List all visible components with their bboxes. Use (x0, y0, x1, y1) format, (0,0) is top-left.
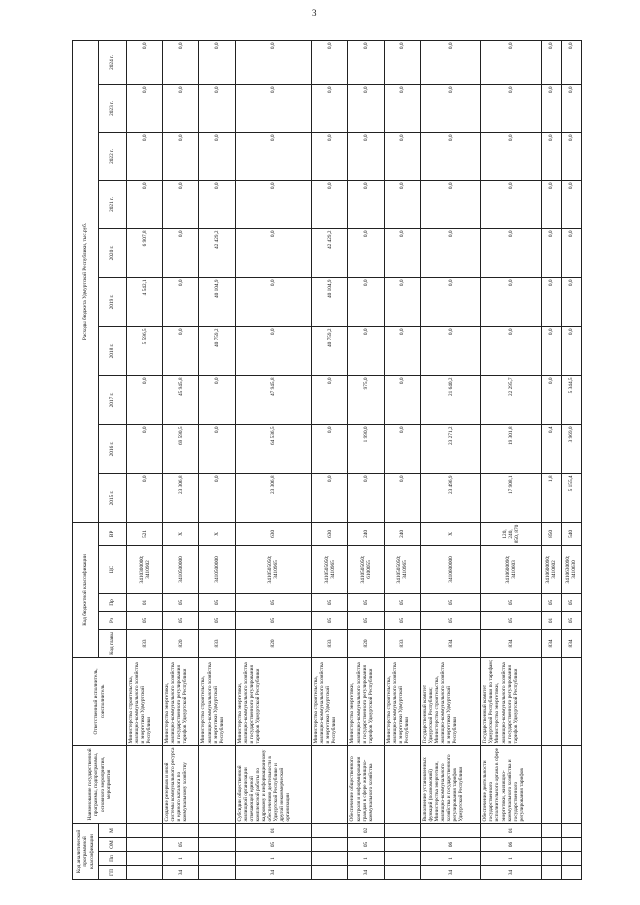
code-gp-cell: 34 (348, 866, 384, 880)
expense-value-cell: 0,0 (481, 277, 541, 326)
expense-value-cell: 0,0 (481, 132, 541, 180)
expense-value-cell: 0,0 (561, 180, 581, 228)
code-om-cell (199, 838, 235, 852)
program-name-cell (541, 745, 561, 823)
expense-value-cell: 0,0 (163, 132, 199, 180)
expense-value-cell: 45 945,8 (163, 375, 199, 424)
expense-value-cell: 0,0 (420, 228, 480, 277)
pr-cell: 05 (199, 593, 235, 611)
expense-value-cell: 975,0 (348, 375, 384, 424)
expense-value-cell: 4 542,1 (127, 277, 163, 326)
vr-cell: 540 (561, 522, 581, 545)
code-om-cell: 06 (481, 838, 541, 852)
expense-value-cell: 0,0 (561, 326, 581, 375)
rz-cell: 05 (127, 611, 163, 629)
expense-value-cell: 0,0 (163, 326, 199, 375)
expense-value-cell: 1,8 (541, 473, 561, 522)
expense-value-cell: 0,0 (163, 277, 199, 326)
expense-value-cell: 42 429,2 (312, 228, 348, 277)
expense-value-cell: 0,0 (127, 473, 163, 522)
code-m-cell (384, 823, 420, 837)
cs-cell: 3410505050; 6100055 (348, 545, 384, 593)
expense-value-cell: 0,0 (348, 84, 384, 132)
header-year-2017: 2017 г. (99, 375, 127, 424)
expense-value-cell: 0,0 (384, 228, 420, 277)
expense-value-cell: 5 344,5 (561, 375, 581, 424)
expense-value-cell: 0,0 (561, 228, 581, 277)
expense-value-cell: 0,0 (348, 277, 384, 326)
rz-cell: 05 (384, 611, 420, 629)
code-gp-cell (199, 866, 235, 880)
code-pp-cell: 1 (163, 852, 199, 866)
vr-cell: 240 (348, 522, 384, 545)
grbs-cell: 833 (384, 629, 420, 657)
expense-value-cell: 0,0 (235, 132, 312, 180)
expense-value-cell: 0,0 (127, 375, 163, 424)
expense-value-cell: 40 104,9 (312, 277, 348, 326)
expense-value-cell: 0,0 (163, 40, 199, 84)
expense-value-cell: 0,0 (348, 228, 384, 277)
code-gp-cell: 34 (481, 866, 541, 880)
table-row (312, 40, 348, 879)
code-pp-cell (541, 852, 561, 866)
expense-value-cell: 0,0 (235, 180, 312, 228)
expense-value-cell: 0,0 (420, 40, 480, 84)
pr-cell: 05 (561, 593, 581, 611)
program-name-cell (561, 745, 581, 823)
code-gp-cell: 34 (420, 866, 480, 880)
program-name-cell: Обеспечение общественного контроля и информирования граждан в сфере жилищно-коммунального хозяйства (348, 745, 384, 823)
header-year-2015: 2015 г. (99, 473, 127, 522)
header-rz: Рз (99, 611, 127, 629)
program-name-cell (127, 745, 163, 823)
expense-value-cell: 0,0 (199, 424, 235, 473)
code-pp-cell: 1 (235, 852, 312, 866)
program-name-cell: Субсидии общественной жилищной организации отвечающей единой комплексной работы по кадровому и информационному обеспечению деятельности в Удмуртской Республике и другой некоммерческой организации (235, 745, 312, 823)
code-pp-cell: 1 (420, 852, 480, 866)
executor-cell: Министерство строительства, жилищно-коммунального хозяйства и энергетики Удмуртской Республики (312, 657, 348, 745)
code-om-cell (127, 838, 163, 852)
executor-cell: Министерство энергетики, жилищно-коммунального хозяйства и государственного регулирования тарифов Удмуртской Республики (235, 657, 312, 745)
header-pr: Пр (99, 593, 127, 611)
table-row (481, 40, 541, 879)
header-expense-group: Расходы бюджета Удмуртской Республики, тыс.руб. (73, 40, 99, 522)
expense-value-cell: 23 496,9 (420, 473, 480, 522)
cs-cell: 3410500000 (199, 545, 235, 593)
code-pp-cell (561, 852, 581, 866)
executor-cell: Министерство энергетики, жилищно-коммунального хозяйства и государственного регулирования тарифов Удмуртской Республики (348, 657, 384, 745)
expense-value-cell: 0,0 (541, 277, 561, 326)
header-name: Наименование государственной программы, подпрограммы, основного мероприятия, мероприятия (73, 745, 127, 823)
expense-value-cell: 0,0 (561, 84, 581, 132)
code-pp-cell: 1 (348, 852, 384, 866)
code-gp-cell (312, 866, 348, 880)
code-om-cell (561, 838, 581, 852)
expense-value-cell: 0,0 (235, 326, 312, 375)
program-name-cell: Обеспечение деятельности государственного исполнительного органа в сфере энергетики, жилищно-коммунального хозяйства и государственного регулирования тарифов (481, 745, 541, 823)
grbs-cell: 820 (163, 629, 199, 657)
rz-cell: 05 (561, 611, 581, 629)
cs-cell: 3410600090; 3410602 (541, 545, 561, 593)
table-row (163, 40, 199, 879)
code-pp-cell: 1 (481, 852, 541, 866)
header-year-2021: 2021 г. (99, 180, 127, 228)
expense-value-cell: 22 295,7 (481, 375, 541, 424)
header-grbs: Код главы (99, 629, 127, 657)
table-body (127, 40, 582, 879)
expense-value-cell: 0,0 (541, 326, 561, 375)
executor-cell: Государственный комитет Удмуртской Республики по тарифам; Министерство энергетики, жилищно-коммунального хозяйства и государственного регулирования тарифов Удмуртской Республики (481, 657, 541, 745)
code-m-cell: 01 (481, 823, 541, 837)
header-year-2020: 2020 г. (99, 228, 127, 277)
code-m-cell (163, 823, 199, 837)
expense-value-cell: 23 306,8 (163, 473, 199, 522)
rz-cell: 01 (541, 611, 561, 629)
vr-cell: X (420, 522, 480, 545)
code-om-cell (384, 838, 420, 852)
expense-value-cell: 6 907,8 (127, 228, 163, 277)
table-row (199, 40, 235, 879)
program-name-cell: Создание резервов и иной системы коммунального ресурса и единого каталога по коммунальному хозяйству (163, 745, 199, 823)
code-m-cell (312, 823, 348, 837)
rz-cell: 05 (199, 611, 235, 629)
code-om-cell (312, 838, 348, 852)
expense-value-cell: 0,0 (199, 40, 235, 84)
expense-value-cell: 47 945,8 (235, 375, 312, 424)
code-om-cell: 06 (420, 838, 480, 852)
executor-cell: Министерство строительства, жилищно-коммунального хозяйства и энергетики Удмуртской Республики (127, 657, 163, 745)
expense-value-cell: 0,0 (481, 84, 541, 132)
table-row (420, 40, 480, 879)
expense-value-cell: 5 155,4 (561, 473, 581, 522)
program-name-cell: Выполнение установленных функций (полномочий) Министерства энергетики, жилищно-коммунального хозяйства и государственного регулирования тарифов Удмуртской Республики (420, 745, 480, 823)
expense-value-cell: 0,0 (541, 84, 561, 132)
expense-value-cell: 5 596,5 (127, 326, 163, 375)
expense-value-cell: 23 271,2 (420, 424, 480, 473)
code-m-cell (541, 823, 561, 837)
expense-value-cell: 0,0 (384, 40, 420, 84)
expense-value-cell: 0,0 (235, 228, 312, 277)
expense-value-cell: 0,0 (127, 132, 163, 180)
expense-value-cell: 0,0 (420, 132, 480, 180)
header-year-2024: 2024 г. (99, 40, 127, 84)
executor-cell: Министерство строительства, жилищно-коммунального хозяйства и энергетики Удмуртской Республики (199, 657, 235, 745)
expense-value-cell: 0,0 (199, 375, 235, 424)
grbs-cell: 834 (541, 629, 561, 657)
expense-value-cell: 0,0 (384, 375, 420, 424)
cs-cell: 3410505050; 3410965 (384, 545, 420, 593)
pr-cell: 05 (384, 593, 420, 611)
expense-value-cell: 0,0 (199, 473, 235, 522)
rotated-table-wrapper (72, 42, 582, 880)
code-m-cell (127, 823, 163, 837)
code-m-cell (199, 823, 235, 837)
pr-cell: 05 (312, 593, 348, 611)
expense-value-cell: 0,0 (384, 84, 420, 132)
cs-cell: 3410600090; 3410603 (481, 545, 541, 593)
vr-cell: 850 (541, 522, 561, 545)
expense-value-cell: 21 640,2 (420, 375, 480, 424)
expense-value-cell: 64 536,5 (235, 424, 312, 473)
expense-value-cell: 0,0 (420, 277, 480, 326)
cs-cell: 3410500000 (163, 545, 199, 593)
expense-value-cell: 17 908,1 (481, 473, 541, 522)
expense-value-cell: 0,0 (420, 84, 480, 132)
expense-value-cell: 0,0 (541, 180, 561, 228)
grbs-cell: 833 (312, 629, 348, 657)
expense-value-cell: 19 301,8 (481, 424, 541, 473)
expense-value-cell: 0,0 (348, 40, 384, 84)
expense-value-cell: 69 590,5 (163, 424, 199, 473)
code-pp-cell (199, 852, 235, 866)
code-m-cell (561, 823, 581, 837)
vr-cell: 630 (235, 522, 312, 545)
grbs-cell: 834 (420, 629, 480, 657)
header-year-2022: 2022 г. (99, 132, 127, 180)
vr-cell: X (199, 522, 235, 545)
expense-value-cell: 0,0 (541, 132, 561, 180)
expense-value-cell: 0,0 (481, 228, 541, 277)
rz-cell: 05 (312, 611, 348, 629)
header-code-group: Код аналитической программной классификации (73, 823, 99, 879)
expense-value-cell: 0,0 (384, 424, 420, 473)
code-gp-cell: 34 (235, 866, 312, 880)
program-expenses-table (72, 40, 582, 880)
header-year-2016: 2016 г. (99, 424, 127, 473)
grbs-cell: 834 (481, 629, 541, 657)
rz-cell: 05 (420, 611, 480, 629)
expense-value-cell: 0,0 (127, 180, 163, 228)
header-budget-group: Код бюджетной классификации (73, 522, 99, 657)
code-gp-cell (384, 866, 420, 880)
header-gp: ГП (99, 866, 127, 880)
cs-cell: 3410505050; 3410965 (235, 545, 312, 593)
expense-value-cell: 0,0 (163, 84, 199, 132)
grbs-cell: 833 (199, 629, 235, 657)
expense-value-cell: 0,0 (384, 277, 420, 326)
expense-value-cell: 0,0 (235, 84, 312, 132)
cs-cell: 3410300000; 3410902 (127, 545, 163, 593)
expense-value-cell: 0,0 (348, 326, 384, 375)
header-year-2023: 2023 г. (99, 84, 127, 132)
table-row (235, 40, 312, 879)
expense-value-cell: 0,0 (312, 132, 348, 180)
code-m-cell: 01 (235, 823, 312, 837)
vr-cell: 521 (127, 522, 163, 545)
expense-value-cell: 23 306,8 (235, 473, 312, 522)
code-pp-cell (127, 852, 163, 866)
grbs-cell: 820 (348, 629, 384, 657)
expense-value-cell: 0,0 (127, 424, 163, 473)
vr-cell: 630 (312, 522, 348, 545)
executor-cell: Министерство строительства, жилищно-коммунального хозяйства и энергетики Удмуртской Республики (384, 657, 420, 745)
expense-value-cell: 0,0 (348, 473, 384, 522)
grbs-cell: 833 (127, 629, 163, 657)
program-name-cell (384, 745, 420, 823)
expense-value-cell: 0,0 (163, 228, 199, 277)
expense-value-cell: 0,0 (384, 473, 420, 522)
expense-value-cell: 0,0 (312, 424, 348, 473)
pr-cell: 05 (348, 593, 384, 611)
header-pp: Пп (99, 852, 127, 866)
expense-value-cell: 0,0 (561, 277, 581, 326)
expense-value-cell: 0,0 (348, 180, 384, 228)
expense-value-cell: 0,0 (312, 180, 348, 228)
expense-value-cell: 0,0 (127, 40, 163, 84)
code-m-cell (420, 823, 480, 837)
pr-cell: 05 (163, 593, 199, 611)
expense-value-cell: 0,0 (312, 473, 348, 522)
pr-cell: 05 (235, 593, 312, 611)
pr-cell: 01 (127, 593, 163, 611)
rz-cell: 05 (481, 611, 541, 629)
expense-value-cell: 3 969,0 (561, 424, 581, 473)
expense-value-cell: 0,0 (481, 40, 541, 84)
rz-cell: 05 (235, 611, 312, 629)
pr-cell: 05 (541, 593, 561, 611)
code-om-cell (541, 838, 561, 852)
expense-value-cell: 0,0 (561, 132, 581, 180)
expense-value-cell: 0,0 (384, 326, 420, 375)
expense-value-cell: 0,0 (384, 180, 420, 228)
code-gp-cell: 34 (163, 866, 199, 880)
grbs-cell: 834 (561, 629, 581, 657)
code-pp-cell (312, 852, 348, 866)
pr-cell: 05 (420, 593, 480, 611)
cs-cell: 3410630090; 3410630 (561, 545, 581, 593)
expense-value-cell: 0,0 (541, 375, 561, 424)
expense-value-cell: 40 759,2 (312, 326, 348, 375)
vr-cell: 120, 240, 850, 870 (481, 522, 541, 545)
program-name-cell (312, 745, 348, 823)
header-om: ОМ (99, 838, 127, 852)
expense-value-cell: 0,0 (561, 40, 581, 84)
expense-value-cell: 0,0 (312, 40, 348, 84)
code-gp-cell (541, 866, 561, 880)
vr-cell: X (163, 522, 199, 545)
code-gp-cell (561, 866, 581, 880)
expense-value-cell: 0,0 (312, 84, 348, 132)
expense-value-cell: 0,0 (541, 228, 561, 277)
cs-cell: 3410600000 (420, 545, 480, 593)
expense-value-cell: 42 429,2 (199, 228, 235, 277)
code-gp-cell (127, 866, 163, 880)
expense-value-cell: 0,0 (199, 180, 235, 228)
table-row (561, 40, 581, 879)
expense-value-cell: 0,0 (481, 180, 541, 228)
expense-value-cell: 0,0 (420, 326, 480, 375)
header-vr: ВР (99, 522, 127, 545)
table-row (384, 40, 420, 879)
table-row (348, 40, 384, 879)
expense-value-cell: 0,0 (348, 132, 384, 180)
header-year-2018: 2018 г. (99, 326, 127, 375)
code-m-cell: 02 (348, 823, 384, 837)
page-number: 3 (312, 8, 317, 18)
executor-cell: Государственный комитет Удмуртской Республики; Министерство строительства, жилищно-коммунального хозяйства и энергетики Удмуртской Республики (420, 657, 480, 745)
program-name-cell (199, 745, 235, 823)
vr-cell: 240 (384, 522, 420, 545)
code-om-cell: 05 (235, 838, 312, 852)
expense-value-cell: 0,0 (384, 132, 420, 180)
expense-value-cell: 0,0 (199, 132, 235, 180)
header-m: М (99, 823, 127, 837)
expense-value-cell: 0,0 (420, 180, 480, 228)
pr-cell: 05 (481, 593, 541, 611)
expense-value-cell: 0,0 (481, 326, 541, 375)
expense-value-cell: 0,0 (127, 84, 163, 132)
code-pp-cell (384, 852, 420, 866)
grbs-cell: 820 (235, 629, 312, 657)
cs-cell: 3410505050; 3410965 (312, 545, 348, 593)
expense-value-cell: 0,0 (235, 40, 312, 84)
expense-value-cell: 0,0 (199, 84, 235, 132)
expense-value-cell: 0,0 (235, 277, 312, 326)
header-year-2019: 2019 г. (99, 277, 127, 326)
executor-cell: Министерство энергетики, жилищно-коммунального хозяйства и государственного регулирования тарифов Удмуртской Республики (163, 657, 199, 745)
expense-value-cell: 40 104,9 (199, 277, 235, 326)
expense-value-cell: 0,0 (541, 40, 561, 84)
rz-cell: 05 (348, 611, 384, 629)
executor-cell (541, 657, 561, 745)
expense-value-cell: 40 759,2 (199, 326, 235, 375)
header-executor: Ответственный исполнитель, соисполнитель (73, 657, 127, 745)
rz-cell: 05 (163, 611, 199, 629)
executor-cell (561, 657, 581, 745)
expense-value-cell: 0,4 (541, 424, 561, 473)
expense-value-cell: 1 990,0 (348, 424, 384, 473)
table-row (541, 40, 561, 879)
table-row (127, 40, 163, 879)
header-cs: ЦС (99, 545, 127, 593)
code-om-cell: 05 (163, 838, 199, 852)
expense-value-cell: 0,0 (163, 180, 199, 228)
code-om-cell: 05 (348, 838, 384, 852)
expense-value-cell: 0,0 (312, 375, 348, 424)
